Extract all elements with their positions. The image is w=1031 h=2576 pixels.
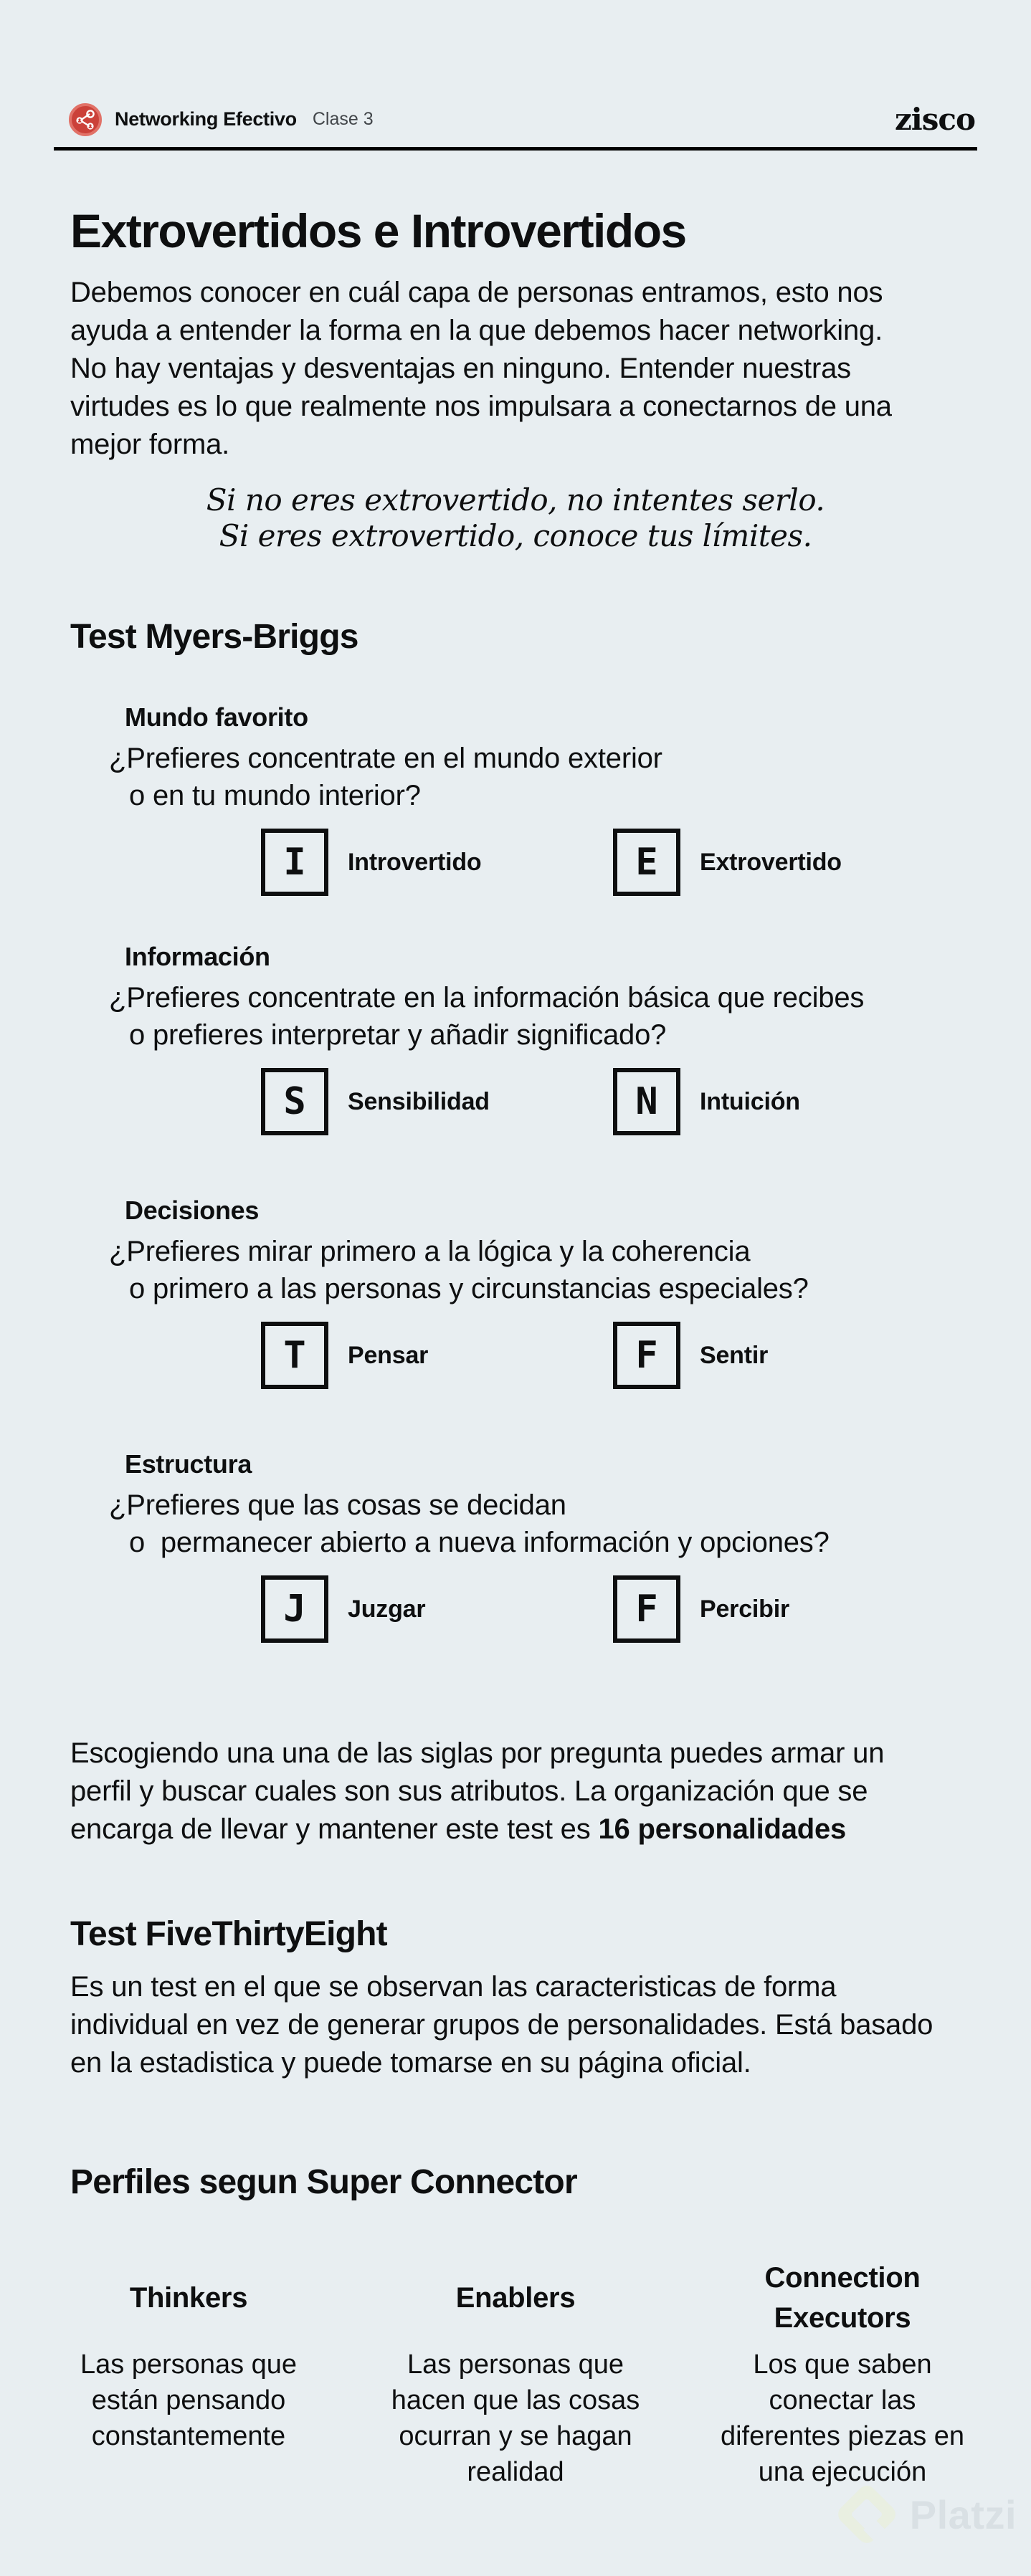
option-label: Sentir (700, 1341, 769, 1369)
mbti-section-decisiones (0, 1196, 1031, 1389)
section-subtitle: Decisiones (125, 1196, 260, 1225)
text-line: una ejecución (758, 2457, 927, 2487)
heading-super-connector: Perfiles segun Super Connector (70, 2163, 577, 2201)
text-line: Las personas que (80, 2350, 298, 2380)
profile-title (36, 2258, 341, 2338)
text-line: conectar las (769, 2385, 916, 2415)
option-sentir (613, 1322, 965, 1389)
header-rule (54, 147, 977, 151)
letter-box: F (613, 1322, 680, 1389)
option-intuicion (613, 1068, 965, 1135)
text-line: virtudes es lo que realmente nos impulsara a conectarnos de una (70, 391, 892, 422)
section-subtitle: Información (125, 942, 270, 971)
text-line: Enablers (455, 2282, 576, 2314)
text-line: ¿Prefieres mirar primero a la lógica y la coherencia (109, 1236, 751, 1267)
text-line: o permanecer abierto a nueva información y opciones? (129, 1527, 830, 1558)
profile-enablers (363, 2258, 668, 2490)
text-line: hacen que las cosas (391, 2385, 640, 2415)
text-line: ¿Prefieres concentrate en el mundo exterior (109, 743, 662, 774)
text-line: ¿Prefieres que las cosas se decidan (109, 1489, 566, 1521)
text-line: ¿Prefieres concentrate en la información básica que recibes (109, 982, 865, 1013)
letter-box: S (261, 1068, 328, 1135)
section-question (109, 1233, 988, 1307)
text-line: Escogiendo una una de las siglas por pregunta puedes armar un (70, 1737, 885, 1769)
option-label: Introvertido (348, 848, 482, 876)
share-nodes-glyph (75, 109, 96, 130)
mbti-section-informacion (0, 942, 1031, 1135)
profile-title (690, 2258, 995, 2338)
mbti-section-estructura (0, 1449, 1031, 1643)
option-percibir (613, 1575, 965, 1643)
text-line: mejor forma. (70, 429, 230, 460)
page-title: Extrovertidos e Introvertidos (70, 204, 686, 257)
network-share-icon (69, 103, 102, 136)
heading-myers-briggs: Test Myers-Briggs (70, 618, 358, 656)
profile-title (363, 2258, 668, 2338)
text-line: Las personas que (407, 2350, 624, 2380)
option-juzgar (261, 1575, 613, 1643)
siglas-bold-text: 16 personalidades (598, 1813, 847, 1845)
letter-box: T (261, 1322, 328, 1389)
platzi-watermark (834, 2477, 1017, 2552)
section-question (109, 1487, 988, 1561)
siglas-lines (70, 1735, 988, 1811)
text-line: Si eres extrovertido, conoce tus límites. (219, 518, 812, 553)
text-line: o prefieres interpretar y añadir significado? (129, 1019, 667, 1051)
text-line: realidad (467, 2457, 564, 2487)
text-line: Debemos conocer en cuál capa de personas entramos, esto nos (70, 277, 883, 308)
zisco-logo: zisco (894, 102, 975, 137)
section-question (109, 979, 988, 1054)
text-line: individual en vez de generar grupos de personalidades. Está basado (70, 2009, 933, 2041)
text-line: Los que saben (753, 2350, 932, 2380)
option-introvertido (261, 829, 613, 896)
profile-description (36, 2347, 341, 2454)
siglas-last-line (70, 1811, 988, 1848)
text-line: Es un test en el que se observan las caracteristicas de forma (70, 1971, 837, 2003)
section-subtitle: Mundo favorito (125, 702, 308, 732)
text-line: No hay ventajas y desventajas en ninguno. Entender nuestras (70, 353, 851, 384)
option-extrovertido (613, 829, 965, 896)
platzi-diamond-icon (834, 2477, 900, 2552)
header (0, 0, 1031, 137)
text-line: constantemente (91, 2421, 286, 2451)
intro-paragraph (70, 274, 988, 464)
siglas-paragraph (70, 1735, 988, 1848)
options-row (0, 829, 1031, 896)
options-row (0, 1322, 1031, 1389)
letter-box: F (613, 1575, 680, 1643)
course-title: Networking Efectivo (115, 108, 297, 130)
section-subtitle: Estructura (125, 1449, 252, 1479)
letter-box: N (613, 1068, 680, 1135)
option-label: Juzgar (348, 1595, 426, 1623)
letter-box: E (613, 829, 680, 896)
option-label: Intuición (700, 1087, 800, 1115)
text-line: Executors (774, 2302, 911, 2334)
platzi-watermark-text: Platzi (909, 2491, 1017, 2537)
text-line: Thinkers (129, 2282, 248, 2314)
text-line: ocurran y se hagan (399, 2421, 632, 2451)
profile-thinkers (36, 2258, 341, 2490)
class-number: Clase 3 (312, 109, 374, 129)
text-line: perfil y buscar cuales son sus atributos. La organización que se (70, 1775, 868, 1807)
text-line: en la estadistica y puede tomarse en su página oficial. (70, 2047, 751, 2079)
option-pensar (261, 1322, 613, 1389)
letter-box: J (261, 1575, 328, 1643)
text-line: están pensando (91, 2385, 286, 2415)
heading-fivethirtyeight: Test FiveThirtyEight (70, 1915, 387, 1953)
fivethirtyeight-paragraph (70, 1968, 988, 2082)
letter-box: I (261, 829, 328, 896)
text-line: diferentes piezas en (720, 2421, 965, 2451)
text-line: o en tu mundo interior? (129, 780, 421, 811)
profiles-columns (36, 2258, 995, 2490)
profile-description (690, 2347, 995, 2490)
option-label: Extrovertido (700, 848, 842, 876)
profile-description (363, 2347, 668, 2490)
option-sensibilidad (261, 1068, 613, 1135)
quote (0, 482, 1031, 554)
mbti-section-mundo-favorito (0, 702, 1031, 896)
siglas-last-line-text: encarga de llevar y mantener este test es (70, 1813, 599, 1845)
text-line: Connection (764, 2262, 921, 2294)
option-label: Percibir (700, 1595, 790, 1623)
text-line: Si no eres extrovertido, no intentes serlo. (206, 482, 825, 517)
option-label: Pensar (348, 1341, 429, 1369)
options-row (0, 1575, 1031, 1643)
text-line: ayuda a entender la forma en la que debemos hacer networking. (70, 315, 883, 346)
option-label: Sensibilidad (348, 1087, 490, 1115)
text-line: o primero a las personas y circunstancias especiales? (129, 1273, 809, 1304)
section-question (109, 740, 988, 814)
profile-connection-executors (690, 2258, 995, 2490)
options-row (0, 1068, 1031, 1135)
